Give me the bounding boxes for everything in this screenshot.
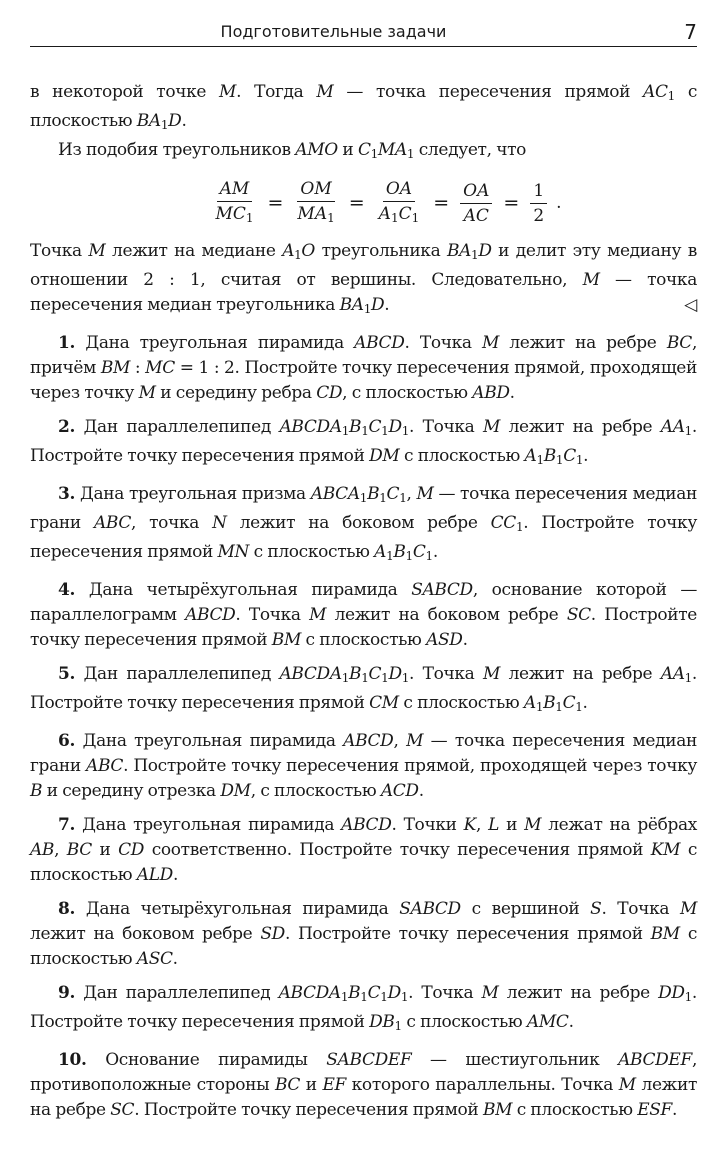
intro-paragraph-2: Из подобия треугольников AMO и $C_1MA_1$ следует, что xyxy=(58,140,527,161)
task-item: 5. Дан параллелепипед $ABCDA_1B_1C_1D_1$. Точка M лежит на ребре $AA_1$. Постройте точку пересечения прямой CM с плоскостью $A_1B_1C_1$. xyxy=(30,664,697,714)
fraction-am-mc1: $\frac{AM}{MC_1}$ xyxy=(215,178,254,225)
task-number: 7. xyxy=(58,815,76,835)
task-number: 4. xyxy=(58,580,76,600)
task-number: 2. xyxy=(58,417,76,437)
task-item: 9. Дан параллелепипед $ABCDA_1B_1C_1D_1$. Точка M лежит на ребре $DD_1$. Постройте точку пересечения прямой $DB_1$ с плоскостью AMC. xyxy=(30,983,697,1033)
page-body xyxy=(30,80,697,1123)
task-number: 8. xyxy=(58,899,76,919)
fraction-oa-a1c1: $\frac{OA}{A_1C_1}$ xyxy=(378,178,420,225)
task-item: 1. Дана треугольная пирамида ABCD. Точка M лежит на ребре BC, причём BM : MC = 1 : 2. Постройте точку пересечения прямой, проходящей через точку M и середину ребра CD, с плоскостью ABD. xyxy=(30,333,697,403)
task-number: 1. xyxy=(58,333,76,353)
fraction-one-half: $\frac{1}{2}$ xyxy=(530,180,547,227)
task-number: 10. xyxy=(58,1050,87,1070)
task-item: 6. Дана треугольная пирамида ABCD, M — точка пересечения медиан грани ABC. Постройте точку пересечения прямой, проходящей через точку B и середину отрезка DM, с плоскостью ACD. xyxy=(30,731,698,801)
task-item: 7. Дана треугольная пирамида ABCD. Точки K, L и M лежат на рёбрах AB, BC и CD соответственно. Постройте точку пересечения прямой KM с плоскостью ALD. xyxy=(30,815,698,885)
intro-paragraph-1: в некоторой точке M. Тогда M — точка пересечения прямой $AC_1$ с плоскостью $BA_1D$. xyxy=(30,82,698,132)
task-item: 2. Дан параллелепипед $ABCDA_1B_1C_1D_1$. Точка M лежит на ребре $AA_1$. Постройте точку пересечения прямой DM с плоскостью $A_1B_1C_1$. xyxy=(30,417,697,467)
running-header xyxy=(30,20,697,47)
task-number: 9. xyxy=(58,983,76,1003)
header-title: Подготовительные задачи xyxy=(220,22,447,41)
fraction-om-ma1: $\frac{OM}{MA_1}$ xyxy=(297,178,335,225)
ratio-formula: $\frac{AM}{MC_1}$ = $\frac{OM}{MA_1}$ = $\frac{OA}{A_1C_1}$ = $\frac{OA}{AC}$ = $\frac{1}{2}$ . xyxy=(70,167,697,239)
task-list xyxy=(30,331,697,1123)
intro-paragraph-3: Точка M лежит на медиане $A_1O$ треугольника $BA_1D$ и делит эту медиану в отношении 2 : 1, считая от вершины. Следовательно, M — точка пересечения медиан треугольника $BA_1D$. ◁ xyxy=(30,241,697,316)
task-item: 3. Дана треугольная призма $ABCA_1B_1C_1$, M — точка пересечения медиан грани ABC, точка N лежит на боковом ребре $CC_1$. Постройте точку пересечения прямой MN с плоскостью $A_1B_1C_1$. xyxy=(30,484,698,563)
task-number: 5. xyxy=(58,664,76,684)
page-number: 7 xyxy=(684,20,697,44)
task-number: 3. xyxy=(58,484,76,504)
task-item: 8. Дана четырёхугольная пирамида SABCD с вершиной S. Точка M лежит на боковом ребре SD. Постройте точку пересечения прямой BM с плоскостью ASC. xyxy=(30,899,697,969)
fraction-oa-ac: $\frac{OA}{AC}$ xyxy=(460,180,492,227)
task-item: 4. Дана четырёхугольная пирамида SABCD, основание которой — параллелограмм ABCD. Точка M лежит на боковом ребре SC. Постройте точку пересечения прямой BM с плоскостью ASD. xyxy=(30,580,698,650)
proof-end-icon: ◁ xyxy=(684,295,697,315)
page xyxy=(30,0,697,1152)
task-number: 6. xyxy=(58,731,76,751)
task-item: 10. Основание пирамиды SABCDEF — шестиугольник ABCDEF, противоположные стороны BC и EF которого параллельны. Точка M лежит на ребре SC. Постройте точку пересечения прямой BM с плоскостью ESF. xyxy=(30,1050,697,1120)
